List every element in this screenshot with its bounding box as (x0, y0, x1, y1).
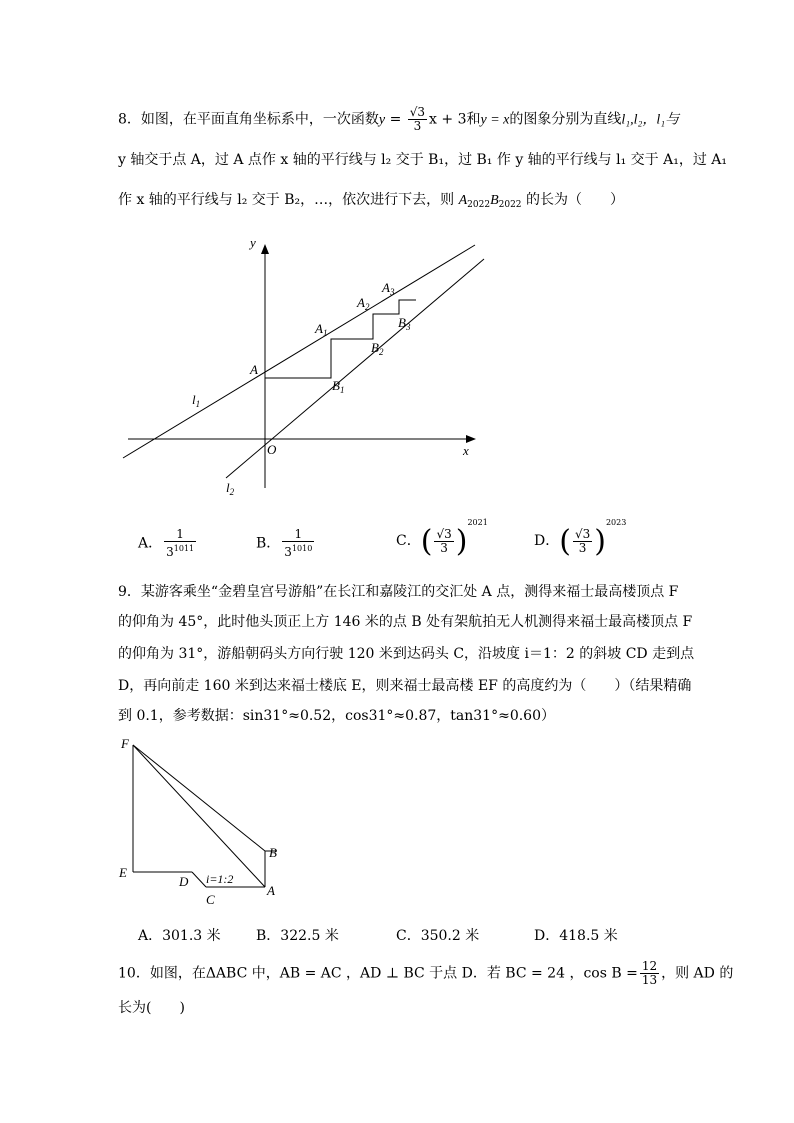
q9-option-a[interactable]: A．301.3 米 (138, 928, 221, 944)
q8-coordinate-figure (110, 232, 490, 502)
label-D: D (179, 874, 189, 889)
q9-option-c[interactable]: C．350.2 米 (396, 928, 480, 944)
label-A: A (267, 883, 275, 898)
q9-line-4: D，再向前走 160 米到达来福士楼底 E，则来福士最高楼 EF 的高度约为（ ）（结果精确 (118, 678, 692, 694)
label-y: y (250, 235, 256, 250)
label-x: x (463, 443, 469, 458)
q9-building-figure (115, 735, 290, 910)
segment-DC (192, 872, 206, 887)
line-l1 (123, 245, 475, 458)
q9-line-5: 到 0.1，参考数据：sin31°≈0.52，cos31°≈0.87，tan31°≈0.60） (118, 708, 555, 724)
q9-option-d[interactable]: D．418.5 米 (534, 928, 618, 944)
segment-FB (133, 745, 265, 851)
q8-option-d[interactable]: D．( $\frac{√3}{3}$ )$^{2023}$ (534, 518, 627, 559)
q9-line-3: 的仰角为 31°，游船朝码头方向行驶 120 米到达码头 C，沿坡度 i＝1：2 的斜坡 CD 走到点 (118, 646, 695, 662)
label-B3: $B_3$ (398, 315, 411, 332)
fraction-12-over-13: $\frac{12}{13}$ (641, 959, 658, 987)
q9-line-1: 9．某游客乘坐“金碧皇宫号游船”在长江和嘉陵江的交汇处 A 点，测得来福士最高楼顶点 F (118, 584, 679, 600)
q8-option-c[interactable]: C．( $\frac{√3}{3}$ )$^{2021}$ (396, 518, 488, 559)
y-axis-arrow-icon (261, 244, 269, 254)
label-F: F (121, 736, 129, 751)
label-A2: $A_2$ (357, 295, 370, 312)
label-O: O (267, 442, 277, 457)
segment-FA (133, 745, 265, 887)
q9-line-2: 的仰角为 45°，此时他头顶正上方 146 米的点 B 处有架航拍无人机测得来福士最高楼顶点 F (118, 614, 693, 630)
q8-line-3: 作 x 轴的平行线与 l₂ 交于 B₂，…，依次进行下去，则 $A_{2022}B_{2022}$ 的长为（ ） (118, 192, 624, 210)
label-B: B (269, 845, 277, 860)
q8-option-b[interactable]: B． $\frac{1}{3^{1010}}$ (256, 527, 313, 559)
label-slope: i=1:2 (206, 872, 234, 886)
label-l2: $l_2$ (226, 480, 235, 497)
q8-line-2: y 轴交于点 A，过 A 点作 x 轴的平行线与 l₂ 交于 B₁，过 B₁ 作 y 轴的平行线与 l₁ 交于 A₁，过 A₁ (118, 152, 728, 168)
q8-line-1: 8．如图，在平面直角坐标系中，一次函数y = $\frac{√3}{3}$ x + 3和y = x的图象分别为直线l₁,l₂，l₁与 (118, 105, 680, 133)
q9-option-b[interactable]: B．322.5 米 (256, 928, 339, 944)
label-A3: $A_3$ (382, 280, 395, 297)
fraction-sqrt3-over-3: $\frac{√3}{3}$ (409, 105, 426, 133)
q8-option-a[interactable]: A． $\frac{1}{3^{1011}}$ (138, 527, 195, 559)
label-B2: $B_2$ (371, 340, 384, 357)
label-C: C (206, 892, 215, 907)
q10-line-2: 长为( ) (118, 1000, 185, 1016)
label-l1: $l_1$ (192, 392, 201, 409)
x-axis-arrow-icon (466, 435, 476, 443)
q10-line-1: 10．如图，在ΔABC 中，AB = AC ，AD ⊥ BC 于点 D．若 BC = 24 ，cos B = $\frac{12}{13}$ ，则 AD 的 (118, 959, 734, 987)
label-B1: $B_1$ (332, 378, 345, 395)
label-A: A (250, 362, 258, 377)
label-E: E (119, 865, 127, 880)
staircase (265, 300, 416, 378)
label-A1: $A_1$ (315, 321, 328, 338)
